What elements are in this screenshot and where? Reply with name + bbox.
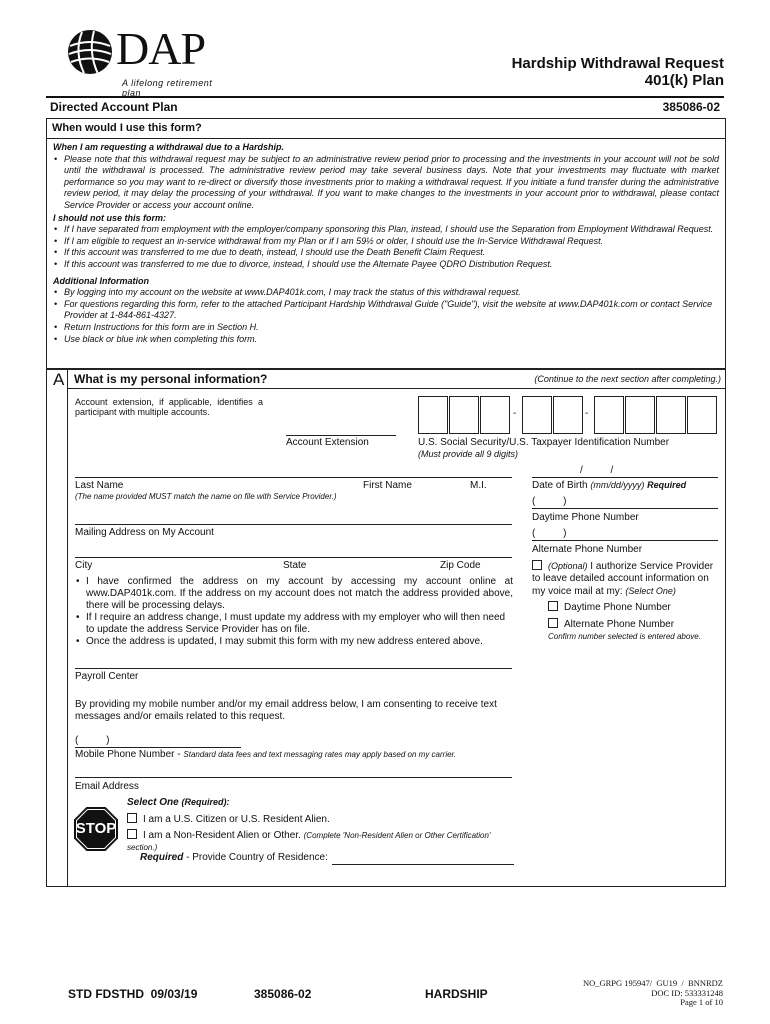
alternate-phone-field[interactable]: [532, 527, 718, 541]
vm-option-daytime[interactable]: [548, 601, 671, 613]
section-title: What is my personal information?: [74, 372, 268, 386]
list-item: • Once the address is updated, I may submit this form with my new address entered above.: [75, 636, 513, 648]
checkbox[interactable]: [548, 618, 558, 628]
ssn-dash: -: [585, 408, 589, 419]
name-field[interactable]: [75, 463, 512, 478]
list-item: • I have confirmed the address on my account by accessing my account online at www.DAP401k.com. If the address on my account does not match the address provided above, there will be processing delays.: [75, 576, 513, 612]
form-subtitle: 401(k) Plan: [644, 72, 724, 89]
dob-field[interactable]: [532, 463, 718, 478]
voicemail-checkbox[interactable]: [532, 560, 542, 570]
mobile-phone-field[interactable]: [75, 734, 241, 748]
checkbox[interactable]: [127, 829, 137, 839]
ssn-digit[interactable]: [687, 396, 717, 434]
city-label: City: [75, 560, 93, 571]
nonresident-note: (Complete 'Non-Resident Alien or Other Certification' section.): [127, 831, 491, 852]
form-title: Hardship Withdrawal Request: [511, 55, 724, 72]
checkbox[interactable]: [548, 601, 558, 611]
vm-note: Confirm number selected is entered above.: [548, 632, 701, 641]
intro-content: [53, 142, 719, 345]
select-one-required: (Required):: [181, 797, 230, 807]
plan-bar: [46, 96, 724, 119]
stop-sign-icon: [73, 806, 119, 852]
when-text: • Please note that this withdrawal request may be subject to an administrative review period prior to processing and the investments in your account will not be sold until the withdrawal is processed. The administrative review period may take several business days. Note that your investments may fluctuate with market performance so you may want to re-direct or diversify those investments prior to making a withdrawal request. If you initiate a fund transfer during the administrative review period, it may delay the processing of your withdrawal. If you want to make changes to the investments in your account prior to withdrawal, please contact Service Provider or access your account online.: [53, 154, 719, 212]
nonresident-label: I am a Non-Resident Alien or Other.: [143, 830, 301, 841]
nonresident-option[interactable]: [127, 829, 517, 854]
list-item: • By logging into my account on the website at www.DAP401k.com, I may track the status of this withdrawal request.: [53, 287, 719, 299]
ssn-digit[interactable]: [418, 396, 448, 434]
when-heading: When I am requesting a withdrawal due to a Hardship.: [53, 142, 285, 152]
vm-daytime-label: Daytime Phone Number: [564, 602, 671, 613]
footer-grpg: NO_GRPG 195947/ GU19 / BNNRDZ: [582, 978, 723, 988]
ssn-digit[interactable]: [625, 396, 655, 434]
globe-icon: [66, 28, 114, 76]
footer-doc-id: DOC ID: 533331248: [651, 987, 723, 998]
checkbox[interactable]: [127, 813, 137, 823]
city-state-zip-field[interactable]: [75, 544, 512, 558]
daytime-phone-field[interactable]: [532, 495, 718, 509]
intro-question: When would I use this form?: [52, 122, 202, 134]
ssn-digit[interactable]: [480, 396, 510, 434]
email-label: Email Address: [75, 781, 139, 792]
list-item: • If I require an address change, I must update my address with my employer who will then need to update the address Service Provider has on file.: [75, 612, 513, 636]
dob-label: [532, 480, 686, 491]
mailing-address-field[interactable]: [75, 511, 512, 525]
consent-text: By providing my mobile number and/or my email address below, I am consenting to receive text messages and/or emails related to this request.: [75, 699, 497, 722]
not-heading: I should not use this form:: [53, 212, 166, 223]
footer-doc-info: [583, 979, 723, 1008]
payroll-center-field[interactable]: [75, 655, 512, 669]
logo: [66, 23, 231, 98]
account-ext-label: Account Extension: [286, 437, 369, 448]
vm-select: (Select One): [625, 586, 676, 596]
alternate-phone-paren: ( ): [532, 528, 567, 539]
vm-text: I authorize Service Provider to leave detailed account information on my voice mail at my:: [532, 561, 714, 597]
mailing-address-label: Mailing Address on My Account: [75, 527, 214, 538]
list-item: • If I am eligible to request an in-service withdrawal from my Plan or if I am 59½ or older, I should use the In-Service Withdrawal Request.: [53, 236, 719, 248]
ssn-digit[interactable]: [449, 396, 479, 434]
email-field[interactable]: [75, 764, 512, 778]
plan-name: Directed Account Plan: [50, 100, 178, 114]
footer-type: HARDSHIP: [425, 987, 488, 1001]
footer-form-code: STD FDSTHD 09/03/19: [68, 987, 198, 1001]
country-label-text: - Provide Country of Residence:: [183, 852, 328, 863]
ssn-digit[interactable]: [522, 396, 552, 434]
country-required: Required: [140, 852, 184, 863]
voicemail-auth: [532, 560, 720, 598]
select-one-label: Select One: [127, 797, 179, 808]
list-item: • For questions regarding this form, refer to the attached Participant Hardship Withdrawal Guide ("Guide"), visit the website at www.DAP401k.com or contact Service Provider at 1-844-861-4327.: [53, 299, 719, 322]
payroll-center-label: Payroll Center: [75, 671, 139, 682]
ssn-field[interactable]: [418, 396, 718, 434]
mobile-label: [75, 749, 456, 760]
footer-page: Page 1 of 10: [680, 997, 723, 1007]
mobile-note: Standard data fees and text messaging rates may apply based on my carrier.: [183, 750, 457, 759]
dob-slashes: / /: [580, 465, 614, 476]
footer-plan-number: 385086-02: [254, 987, 312, 1001]
last-name-label: Last Name: [75, 480, 124, 491]
mi-label: M.I.: [470, 480, 487, 491]
zip-label: Zip Code: [440, 560, 481, 571]
ssn-note: (Must provide all 9 digits): [418, 449, 519, 459]
daytime-phone-label: Daytime Phone Number: [532, 512, 639, 523]
section-letter: A: [53, 370, 65, 389]
stop-text: STOP: [75, 820, 117, 837]
ssn-label: U.S. Social Security/U.S. Taxpayer Identification Number: [418, 437, 670, 448]
intro-box: [46, 118, 726, 369]
plan-number: 385086-02: [662, 100, 720, 114]
logo-text: DAP: [116, 23, 206, 74]
list-item: • Return Instructions for this form are in Section H.: [53, 322, 719, 334]
ssn-digit[interactable]: [594, 396, 624, 434]
list-item: • If this account was transferred to me due to divorce, instead, I should use the Alternate Payee QDRO Distribution Request.: [53, 259, 719, 271]
name-note: (The name provided MUST match the name on file with Service Provider.): [75, 492, 337, 501]
dob-label-text: Date of Birth: [532, 480, 588, 491]
dob-format: (mm/dd/yyyy): [590, 480, 645, 490]
select-one: [127, 797, 229, 808]
state-label: State: [283, 560, 307, 571]
country-field[interactable]: [332, 852, 514, 865]
ssn-digit[interactable]: [553, 396, 583, 434]
first-name-label: First Name: [363, 480, 412, 491]
list-item: • If I have separated from employment with the employer/company sponsoring this Plan, instead, I should use the Separation from Employment Withdrawal Request.: [53, 224, 719, 236]
daytime-phone-paren: ( ): [532, 496, 567, 507]
ssn-digit[interactable]: [656, 396, 686, 434]
vm-option-alternate[interactable]: [548, 618, 674, 630]
logo-tagline: A lifelong retirement plan: [122, 78, 213, 98]
list-item: • Use black or blue ink when completing this form.: [53, 334, 719, 346]
country-label: [140, 852, 328, 863]
address-notes: [75, 576, 513, 648]
list-item: • If this account was transferred to me due to death, instead, I should use the Death Benefit Claim Request.: [53, 247, 719, 259]
vm-alternate-label: Alternate Phone Number: [564, 619, 675, 630]
ssn-dash: -: [513, 408, 517, 419]
citizen-option[interactable]: [127, 813, 330, 825]
info-heading: Additional Information: [53, 275, 149, 286]
mobile-phone-paren: ( ): [75, 735, 110, 746]
citizen-label: I am a U.S. Citizen or U.S. Resident Alien.: [143, 814, 330, 825]
vm-optional: (Optional): [548, 561, 588, 571]
account-ext-field[interactable]: [286, 421, 396, 436]
alternate-phone-label: Alternate Phone Number: [532, 544, 643, 555]
account-ext-note: Account extension, if applicable, identifies a participant with multiple accounts.: [75, 397, 263, 417]
mobile-label-text: Mobile Phone Number -: [75, 749, 184, 760]
continue-note: (Continue to the next section after completing.): [534, 374, 721, 384]
dob-required: Required: [647, 480, 687, 490]
